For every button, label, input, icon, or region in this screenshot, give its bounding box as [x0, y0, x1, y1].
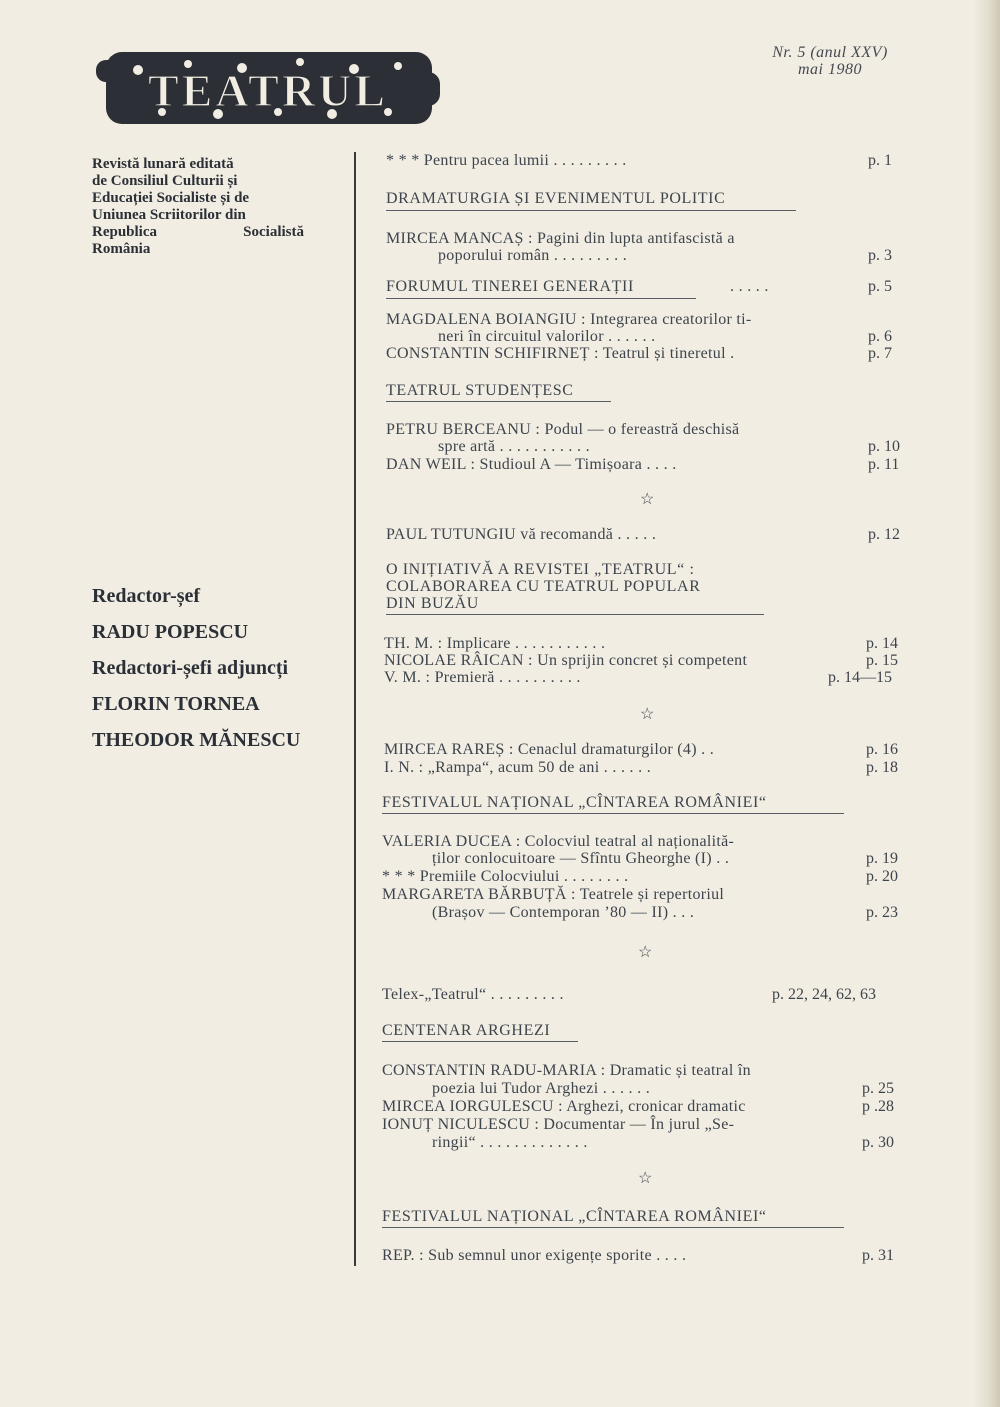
toc-entry: PAUL TUTUNGIU vă recomandă . . . . . — [386, 526, 657, 543]
toc-entry: REP. : Sub semnul unor exigențe sporite . . . . — [382, 1247, 687, 1264]
toc-entry: CONSTANTIN RADU-MARIA : Dramatic și teatral în — [382, 1062, 751, 1079]
section-underline — [386, 401, 611, 402]
masthead-line: Revistă lunară editată — [92, 156, 234, 172]
issue-number: Nr. 5 (anul XXV) — [772, 44, 888, 61]
toc-page: p. 30 — [862, 1134, 894, 1151]
section-underline — [386, 210, 796, 211]
toc-entry: * * * Premiile Colocviului . . . . . . . . — [382, 868, 629, 885]
toc-entry: (Brașov — Contemporan ’80 — II) . . . — [432, 904, 695, 921]
toc-entry: ringii“ . . . . . . . . . . . . . — [432, 1134, 588, 1151]
toc-page: p. 5 — [868, 278, 892, 295]
toc-section-heading: COLABORAREA CU TEATRUL POPULAR — [386, 578, 701, 595]
toc-entry: spre artă . . . . . . . . . . . — [438, 438, 590, 455]
logo-text: TEATRUL — [148, 65, 388, 116]
toc-entry: poezia lui Tudor Arghezi . . . . . . — [432, 1080, 651, 1097]
toc-section-heading: DIN BUZĂU — [386, 595, 479, 612]
toc-section-heading: O INIȚIATIVĂ A REVISTEI „TEATRUL“ : — [386, 561, 695, 578]
section-underline — [382, 1041, 578, 1042]
toc-page: p. 10 — [868, 438, 900, 455]
toc-page: p. 1 — [868, 152, 892, 169]
toc-entry: neri în circuitul valorilor . . . . . . — [438, 328, 656, 345]
toc-section-heading: FESTIVALUL NAȚIONAL „CÎNTAREA ROMÂNIEI“ — [382, 1208, 767, 1225]
toc-page: p. 3 — [868, 247, 892, 264]
section-underline — [386, 614, 764, 615]
toc-entry: CONSTANTIN SCHIFIRNEȚ : Teatrul și tineretul . — [386, 345, 735, 362]
section-underline — [382, 1227, 844, 1228]
toc-section-heading: TEATRUL STUDENȚESC — [386, 382, 574, 399]
toc-page: p. 25 — [862, 1080, 894, 1097]
issue-date: mai 1980 — [798, 61, 862, 78]
masthead-line: Republica Socialistă — [92, 224, 304, 240]
toc-entry: V. M. : Premieră . . . . . . . . . . — [384, 669, 581, 686]
toc-page: p. 19 — [866, 850, 898, 867]
toc-entry: MARGARETA BĂRBUȚĂ : Teatrele și repertoriul — [382, 886, 725, 903]
toc-entry: poporului român . . . . . . . . . — [438, 247, 627, 264]
deputy-editor-name: FLORIN TORNEA — [92, 693, 260, 715]
toc-page: p. 16 — [866, 741, 898, 758]
toc-section-heading: DRAMATURGIA ȘI EVENIMENTUL POLITIC — [386, 190, 726, 207]
star-separator-icon: ☆ — [638, 1170, 653, 1187]
deputy-editor-name: THEODOR MĂNESCU — [92, 729, 301, 751]
toc-page: p. 20 — [866, 868, 898, 885]
toc-entry: I. N. : „Rampa“, acum 50 de ani . . . . . . — [384, 759, 652, 776]
toc-page: p. 12 — [868, 526, 900, 543]
toc-dots: . . . . . — [730, 278, 769, 295]
toc-section-heading: FESTIVALUL NAȚIONAL „CÎNTAREA ROMÂNIEI“ — [382, 794, 767, 811]
toc-page: p. 22, 24, 62, 63 — [772, 986, 876, 1003]
toc-entry: MIRCEA IORGULESCU : Arghezi, cronicar dramatic — [382, 1098, 746, 1115]
toc-page: p. 14 — [866, 635, 898, 652]
toc-page: p. 7 — [868, 345, 892, 362]
masthead-line: Uniunea Scriitorilor din — [92, 207, 246, 223]
toc-page: p .28 — [862, 1098, 894, 1115]
toc-page: p. 18 — [866, 759, 898, 776]
masthead-line: de Consiliul Culturii și — [92, 173, 238, 189]
toc-page: p. 6 — [868, 328, 892, 345]
toc-entry: DAN WEIL : Studioul A — Timișoara . . . . — [386, 456, 677, 473]
toc-page: p. 31 — [862, 1247, 894, 1264]
star-separator-icon: ☆ — [640, 706, 655, 723]
chief-editor-label: Redactor-șef — [92, 585, 201, 607]
toc-entry: PETRU BERCEANU : Podul — o fereastră deschisă — [386, 421, 740, 438]
toc-entry: VALERIA DUCEA : Colocviul teatral al naționalită- — [382, 833, 735, 850]
toc-entry: Telex-„Teatrul“ . . . . . . . . . — [382, 986, 564, 1003]
toc-section-heading: CENTENAR ARGHEZI — [382, 1022, 551, 1039]
masthead-line: Educației Socialiste și de — [92, 190, 250, 206]
chief-editor-name: RADU POPESCU — [92, 621, 249, 643]
toc-entry: * * * Pentru pacea lumii . . . . . . . . . — [386, 152, 627, 169]
toc-entry: NICOLAE RÂICAN : Un sprijin concret și competent — [384, 652, 748, 669]
star-separator-icon: ☆ — [638, 944, 653, 961]
toc-page: p. 14—15 — [828, 669, 892, 686]
toc-entry: MIRCEA MANCAȘ : Pagini din lupta antifascistă a — [386, 230, 735, 247]
toc-page: p. 11 — [868, 456, 900, 473]
toc-page: p. 23 — [866, 904, 898, 921]
toc-entry: ților conlocuitoare — Sfîntu Gheorghe (I) . . — [432, 850, 730, 867]
toc-entry: IONUȚ NICULESCU : Documentar — În jurul „Se- — [382, 1116, 735, 1133]
toc-section-heading: FORUMUL TINEREI GENERAȚII — [386, 278, 634, 295]
masthead-line: România — [92, 241, 151, 257]
section-underline — [386, 298, 696, 299]
toc-entry: MIRCEA RAREȘ : Cenaclul dramaturgilor (4) . . — [384, 741, 715, 758]
toc-entry: TH. M. : Implicare . . . . . . . . . . . — [384, 635, 606, 652]
toc-entry: MAGDALENA BOIANGIU : Integrarea creatorilor ti- — [386, 311, 752, 328]
star-separator-icon: ☆ — [640, 491, 655, 508]
section-underline — [382, 813, 844, 814]
toc-page: p. 15 — [866, 652, 898, 669]
deputy-editors-label: Redactori-șefi adjuncți — [92, 657, 289, 679]
